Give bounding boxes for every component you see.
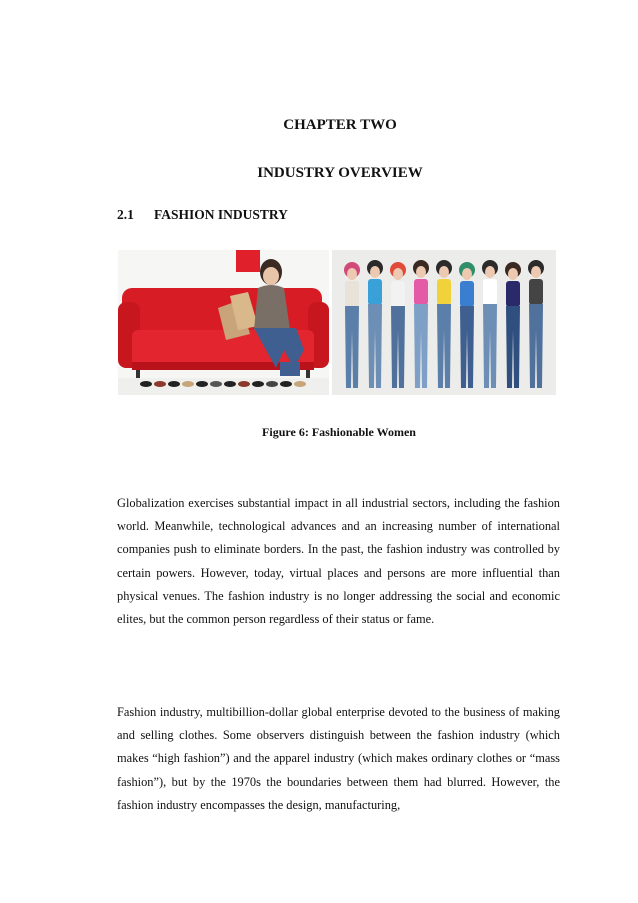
- sofa-woman-photo: [118, 250, 329, 395]
- figure-caption: Figure 6: Fashionable Women: [262, 425, 416, 439]
- chapter-label: CHAPTER TWO: [283, 117, 397, 133]
- section-title: FASHION INDUSTRY: [154, 207, 288, 222]
- section-heading: [117, 207, 288, 223]
- group-women-photo: [332, 250, 556, 395]
- chapter-title: INDUSTRY OVERVIEW: [257, 165, 423, 181]
- body-paragraph: Globalization exercises substantial impact in all industrial sectors, including the fashion world. Meanwhile, technological advances and an increasing number of international companies push to eliminate borders. In the past, the fashion industry was controlled by certain powers. However, today, virtual places and persons are more influential than physical venues. The fashion industry is no longer addressing the social and economic elites, but the common person regardless of their status or fame.: [117, 496, 560, 627]
- body-paragraph: Fashion industry, multibillion-dollar global enterprise devoted to the business of making and selling clothes. Some observers distinguish between the fashion industry (which makes “high fashion”) and the apparel industry (which makes ordinary clothes or “mass fashion”), but by the 1970s the boundaries between them had blurred. However, the fashion industry encompasses the design, manufacturing,: [117, 705, 560, 812]
- section-number: 2.1: [117, 207, 134, 222]
